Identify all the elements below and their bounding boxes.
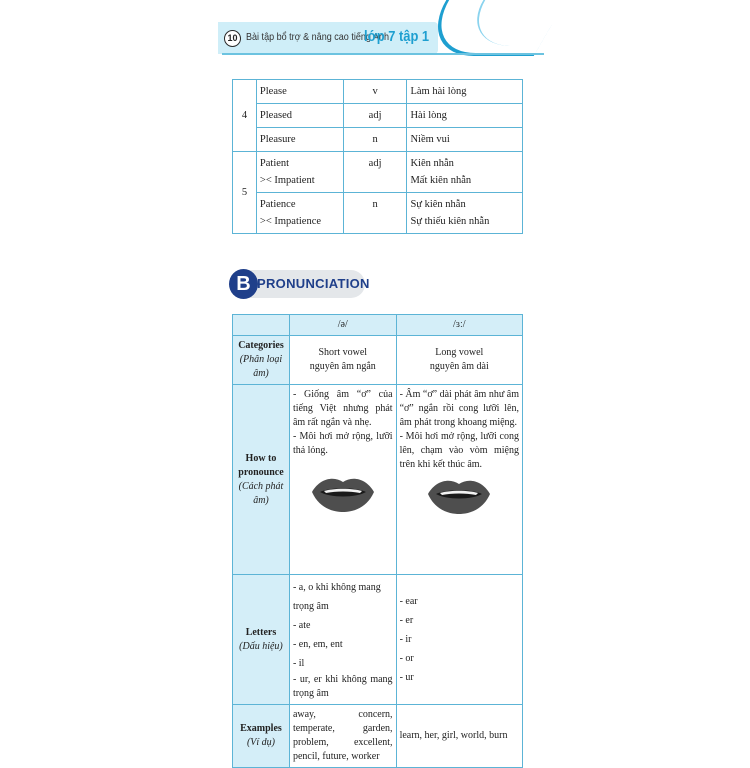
- category-en: Short vowel: [318, 347, 368, 358]
- how-to-cell: [396, 385, 522, 575]
- row-label-text: Letters: [245, 626, 277, 638]
- examples-cell: learn, her, girl, world, burn: [396, 705, 522, 768]
- row-label: [233, 385, 290, 575]
- list-item: - ate: [292, 620, 311, 631]
- vocab-table: [232, 79, 523, 234]
- row-label-vi: (Cách phát âm): [238, 480, 284, 506]
- letters-cell: [396, 575, 522, 705]
- row-label-vi: (Phân loại âm): [239, 354, 283, 379]
- section-title: PRONUNCIATION: [257, 276, 370, 291]
- book-class: lớp 7 tập 1: [364, 28, 430, 45]
- row-label-text: Examples: [240, 723, 282, 734]
- row-label: [233, 575, 290, 705]
- pronunciation-table: [232, 314, 523, 768]
- how-to-text: - Môi hơi mở rộng, lưỡi thả lỏng.: [292, 431, 393, 456]
- header-underline: [222, 53, 544, 55]
- word-antonym: >< Impatience: [259, 216, 322, 227]
- book-title: Bài tập bổ trợ & nâng cao tiếng Anh: [246, 31, 389, 43]
- meaning-cell: Niềm vui: [407, 128, 523, 152]
- list-item: - or: [399, 653, 414, 664]
- how-to-cell: [289, 385, 396, 575]
- row-number: 4: [233, 80, 257, 152]
- list-item: - a, o khi không mang trọng âm: [292, 582, 381, 612]
- word-cell: Pleased: [256, 104, 343, 128]
- category-vi: nguyên âm dài: [429, 361, 489, 372]
- meaning-text: Sự kiên nhẫn: [410, 199, 466, 210]
- meaning-cell: [407, 193, 523, 234]
- category-cell: [289, 336, 396, 385]
- pos-cell: adj: [343, 152, 407, 193]
- category-cell: [396, 336, 522, 385]
- row-label-text: Categories: [238, 340, 284, 351]
- word-cell: Please: [256, 80, 343, 104]
- page-number: 10: [224, 30, 241, 47]
- word-text: Patient: [259, 158, 290, 169]
- table-row: [233, 80, 523, 104]
- row-label: [233, 336, 290, 385]
- meaning-cell: [407, 152, 523, 193]
- pos-cell: n: [343, 193, 407, 234]
- word-cell: Pleasure: [256, 128, 343, 152]
- list-item: - er: [399, 615, 414, 626]
- table-row: [233, 128, 523, 152]
- word-cell: [256, 193, 343, 234]
- table-row: [233, 193, 523, 234]
- row-label-vi: (Dấu hiệu): [239, 640, 283, 652]
- list-item: - ur, er khi không mang trọng âm: [292, 674, 393, 699]
- category-en: Long vowel: [435, 347, 484, 358]
- list-item: - il: [292, 658, 305, 669]
- table-row-categories: [233, 336, 523, 385]
- column-header-long-er: /ɜː/: [396, 315, 522, 336]
- meaning-antonym: Mất kiên nhẫn: [410, 175, 472, 186]
- header-band: [0, 0, 750, 22]
- row-label-text: How to: [245, 452, 277, 464]
- letters-cell: [289, 575, 396, 705]
- pos-cell: adj: [343, 104, 407, 128]
- examples-cell: away, concern, temperate, garden, problem, excellent, pencil, future, worker: [289, 705, 396, 768]
- row-number: 5: [233, 152, 257, 234]
- word-antonym: >< Impatient: [259, 175, 315, 186]
- meaning-cell: Làm hài lòng: [407, 80, 523, 104]
- meaning-antonym: Sự thiếu kiên nhẫn: [410, 216, 490, 227]
- table-row-how-to: [233, 385, 523, 575]
- meaning-cell: Hài lòng: [407, 104, 523, 128]
- list-item: - ur: [399, 672, 414, 683]
- row-label-text: pronounce: [238, 466, 284, 478]
- table-row-examples: [233, 705, 523, 768]
- list-item: - en, em, ent: [292, 639, 343, 650]
- list-item: - ear: [399, 596, 418, 607]
- pos-cell: v: [343, 80, 407, 104]
- table-row: [233, 104, 523, 128]
- open-lips-icon: [310, 476, 376, 512]
- how-to-text: - Giống âm “ơ” của tiếng Việt nhưng phát âm rất ngắn và nhẹ.: [292, 389, 393, 428]
- pos-cell: n: [343, 128, 407, 152]
- row-label-vi: (Ví dụ): [246, 737, 275, 748]
- word-text: Patience: [259, 199, 296, 210]
- open-lips-icon: [426, 478, 492, 514]
- table-row-letters: [233, 575, 523, 705]
- how-to-text: - Âm “ơ” dài phát âm như âm “ơ” ngắn rồi cong lưỡi lên, âm phát trong khoang miệng.: [399, 389, 519, 428]
- empty-header-cell: [233, 315, 290, 336]
- table-row: [233, 152, 523, 193]
- section-badge: B: [229, 269, 258, 299]
- row-label: [233, 705, 290, 768]
- word-cell: [256, 152, 343, 193]
- list-item: - ir: [399, 634, 412, 645]
- category-vi: nguyên âm ngắn: [309, 361, 376, 372]
- column-header-schwa: /ə/: [289, 315, 396, 336]
- meaning-text: Kiên nhẫn: [410, 158, 454, 169]
- how-to-text: - Môi hơi mở rộng, lưỡi cong lên, chạm vào vòm miệng trên khi kết thúc âm.: [399, 431, 519, 470]
- table-header-row: [233, 315, 523, 336]
